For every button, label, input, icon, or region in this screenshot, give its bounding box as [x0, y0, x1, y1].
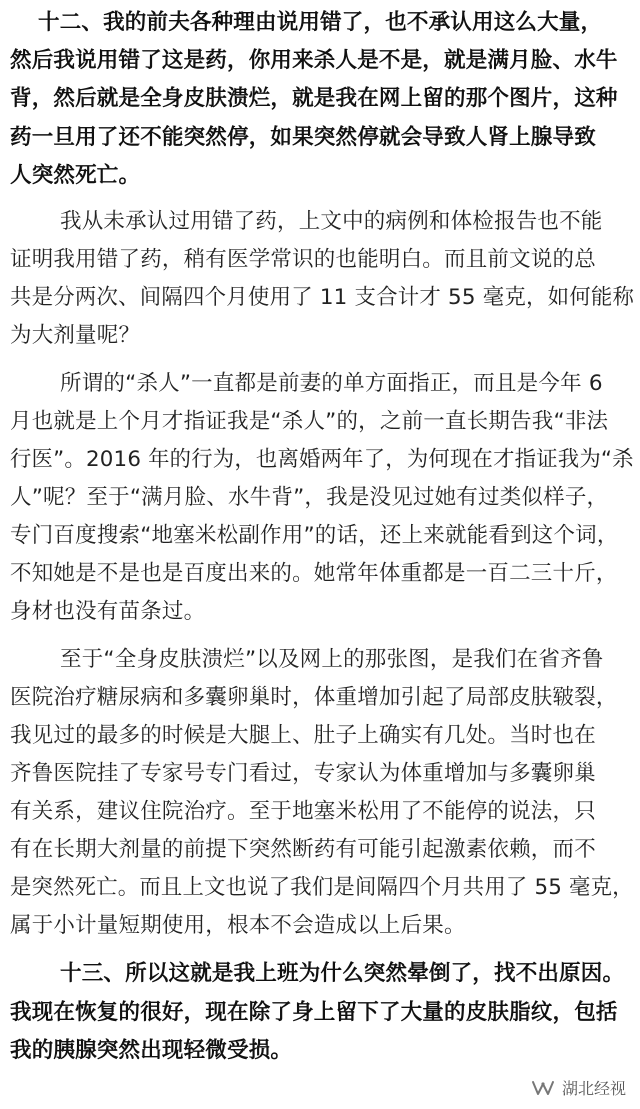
text-line: 共是分两次、间隔四个月使用了 11 支合计才 55 毫克，如何能称	[10, 285, 635, 310]
text-line: 有关系，建议住院治疗。至于地塞米松用了不能停的说法，只	[10, 799, 596, 824]
text-line: 我现在恢复的很好，现在除了身上留下了大量的皮肤脂纹，包括	[10, 1000, 618, 1025]
text-line: 专门百度搜索“地塞米松副作用”的话，还上来就能看到这个词，	[10, 523, 619, 548]
text-line: 医院治疗糖尿病和多囊卵巢时，体重增加引起了局部皮肤皲裂，	[10, 685, 618, 710]
text-line: 所谓的“杀人”一直都是前妻的单方面指正，而且是今年 6	[60, 371, 603, 396]
text-line: 我从未承认过用错了药，上文中的病例和体检报告也不能	[60, 209, 603, 234]
text-line: 我的胰腺突然出现轻微受损。	[10, 1038, 293, 1063]
watermark	[526, 1074, 630, 1101]
text-line: 不知她是不是也是百度出来的。她常年体重都是一百二三十斤，	[10, 561, 618, 586]
text-line: 人突然死亡。	[10, 163, 141, 188]
text-line: 身材也没有苗条过。	[10, 599, 206, 624]
text-line: 有在长期大剂量的前提下突然断药有可能引起激素依赖，而不	[10, 837, 596, 862]
text-line: 我见过的最多的时候是大腿上、肚子上确实有几处。当时也在	[10, 723, 596, 748]
text-line: 为大剂量呢？	[10, 323, 141, 348]
text-line: 齐鲁医院挂了专家号专门看过，专家认为体重增加与多囊卵巢	[10, 761, 596, 786]
text-line: 十三、所以这就是我上班为什么突然晕倒了，找不出原因。	[60, 961, 625, 986]
text-line: 然后我说用错了这是药，你用来杀人是不是，就是满月脸、水牛	[10, 48, 618, 73]
watermark-text: 湖北经视	[561, 1079, 626, 1098]
text-line: 人”呢？至于“满月脸、水牛背”，我是没见过她有过类似样子，	[10, 485, 609, 510]
text-line: 至于“全身皮肤溃烂”以及网上的那张图，是我们在省齐鲁	[60, 647, 604, 672]
text-line: 背，然后就是全身皮肤溃烂，就是我在网上留的那个图片，这种	[10, 86, 618, 111]
wechat-channel-icon	[530, 1078, 556, 1098]
text-line: 证明我用错了药，稍有医学常识的也能明白。而且前文说的总	[10, 247, 596, 272]
text-line: 十二、我的前夫各种理由说用错了，也不承认用这么大量，	[38, 10, 603, 35]
text-line: 属于小计量短期使用，根本不会造成以上后果。	[10, 913, 466, 938]
text-line: 药一旦用了还不能突然停，如果突然停就会导致人肾上腺导致	[10, 125, 596, 150]
text-line: 行医”。2016 年的行为，也离婚两年了，为何现在才指证我为“杀	[10, 447, 634, 472]
text-line: 是突然死亡。而且上文也说了我们是间隔四个月共用了 55 毫克，	[10, 875, 634, 900]
text-line: 月也就是上个月才指证我是“杀人”的，之前一直长期告我“非法	[10, 409, 609, 434]
